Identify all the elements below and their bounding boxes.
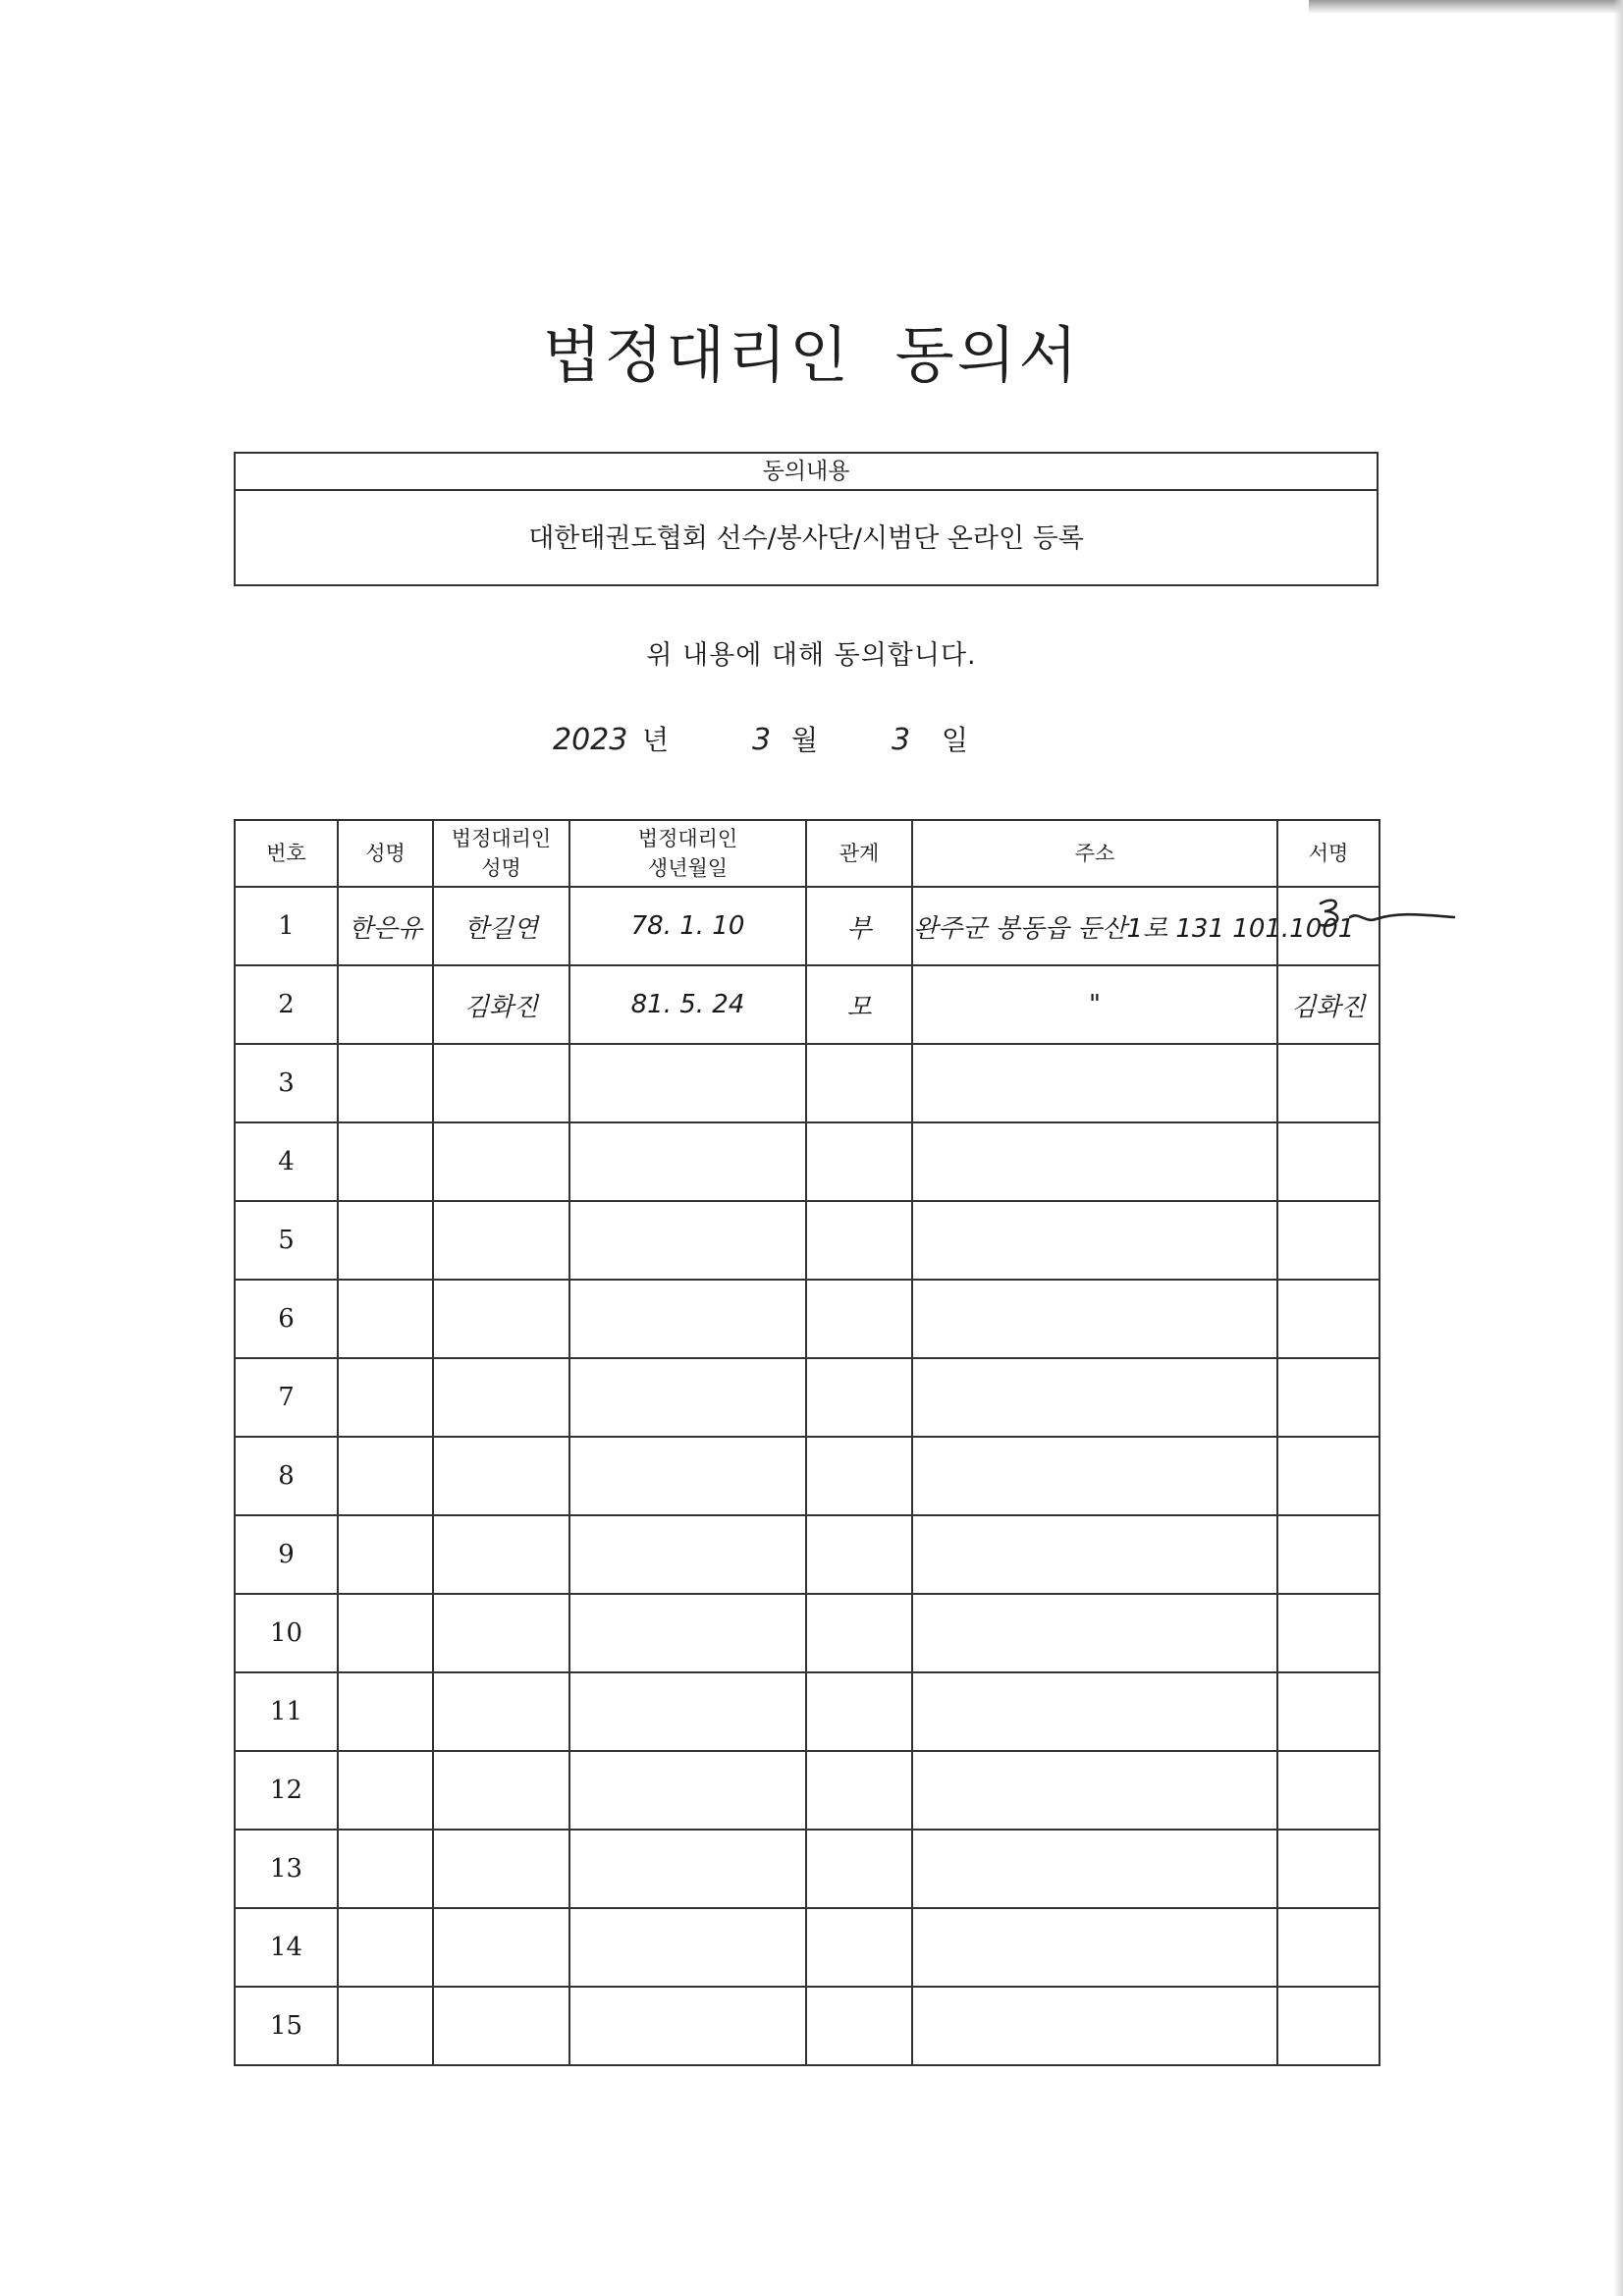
cell-name <box>338 1358 433 1437</box>
cell-signature <box>1277 1515 1380 1594</box>
cell-address <box>912 1122 1277 1201</box>
cell-name <box>338 1437 433 1515</box>
cell-name <box>338 1908 433 1987</box>
cell-number: 4 <box>235 1122 338 1201</box>
table-row <box>235 1437 1380 1515</box>
cell-number: 9 <box>235 1515 338 1594</box>
cell-signature <box>1277 1908 1380 1987</box>
cell-guardian-name <box>433 1830 569 1908</box>
cell-address <box>912 1672 1277 1751</box>
cell-guardian-birth <box>569 1201 806 1280</box>
cell-relation <box>806 1908 912 1987</box>
cell-name <box>338 1515 433 1594</box>
date-day-value: 3 <box>892 723 911 757</box>
cell-number: 2 <box>235 965 338 1044</box>
cell-guardian-birth <box>569 1908 806 1987</box>
consent-header: 동의내용 <box>236 454 1377 491</box>
cell-guardian-name <box>433 1751 569 1830</box>
cell-guardian-birth <box>569 1515 806 1594</box>
cell-guardian-birth <box>569 1987 806 2065</box>
cell-name <box>338 1672 433 1751</box>
cell-name <box>338 1987 433 2065</box>
header-name: 성명 <box>338 820 433 887</box>
cell-address <box>912 1280 1277 1358</box>
table-row <box>235 1987 1380 2065</box>
cell-guardian-name <box>433 1358 569 1437</box>
cell-name <box>338 1122 433 1201</box>
cell-address <box>912 1044 1277 1122</box>
cell-relation <box>806 1437 912 1515</box>
date-year-value: 2023 <box>553 723 628 757</box>
cell-number: 7 <box>235 1358 338 1437</box>
cell-number: 15 <box>235 1987 338 2065</box>
cell-relation: 부 <box>806 887 912 965</box>
cell-guardian-birth <box>569 1122 806 1201</box>
cell-name <box>338 1201 433 1280</box>
table-row <box>235 1594 1380 1672</box>
header-number: 번호 <box>235 820 338 887</box>
cell-relation <box>806 1751 912 1830</box>
date-year-label: 년 <box>642 724 670 756</box>
cell-signature <box>1277 1830 1380 1908</box>
cell-signature <box>1277 1594 1380 1672</box>
cell-signature <box>1277 1044 1380 1122</box>
cell-guardian-birth <box>569 1044 806 1122</box>
header-guardian-name-line2: 성명 <box>481 856 521 880</box>
cell-relation <box>806 1672 912 1751</box>
cell-guardian-birth <box>569 1280 806 1358</box>
cell-guardian-name: 김화진 <box>433 965 569 1044</box>
cell-signature <box>1277 1358 1380 1437</box>
table-header-row <box>235 820 1380 887</box>
cell-name <box>338 1280 433 1358</box>
cell-guardian-name <box>433 1594 569 1672</box>
table-row <box>235 1908 1380 1987</box>
cell-signature: 김화진 <box>1277 965 1380 1044</box>
cell-relation <box>806 1358 912 1437</box>
cell-address: " <box>912 965 1277 1044</box>
cell-name <box>338 1830 433 1908</box>
cell-guardian-name <box>433 1515 569 1594</box>
header-signature: 서명 <box>1277 820 1380 887</box>
cell-address: 완주군 봉동읍 둔산1로 131 101.1001 <box>912 887 1277 965</box>
cell-name: 한은유 <box>338 887 433 965</box>
date-day-label: 일 <box>942 724 969 756</box>
header-guardian-birth-line2: 생년월일 <box>647 856 729 880</box>
table-row <box>235 1830 1380 1908</box>
cell-guardian-name <box>433 1987 569 2065</box>
cell-name <box>338 1044 433 1122</box>
table-row <box>235 1751 1380 1830</box>
cell-address <box>912 1201 1277 1280</box>
consent-content: 대한태권도협회 선수/봉사단/시범단 온라인 등록 <box>528 523 1084 554</box>
cell-guardian-name <box>433 1437 569 1515</box>
cell-signature <box>1277 1122 1380 1201</box>
header-address: 주소 <box>912 820 1277 887</box>
agreement-statement: 위 내용에 대해 동의합니다. <box>646 640 977 671</box>
cell-number: 11 <box>235 1672 338 1751</box>
cell-name <box>338 1751 433 1830</box>
cell-guardian-birth <box>569 1358 806 1437</box>
cell-number: 3 <box>235 1044 338 1122</box>
header-relation: 관계 <box>806 820 912 887</box>
table-row <box>235 1122 1380 1201</box>
cell-address <box>912 1751 1277 1830</box>
table-row <box>235 965 1380 1044</box>
cell-address <box>912 1594 1277 1672</box>
cell-guardian-name <box>433 1122 569 1201</box>
header-guardian-birth <box>569 820 806 887</box>
table-row <box>235 1201 1380 1280</box>
cell-guardian-birth: 81. 5. 24 <box>569 965 806 1044</box>
cell-guardian-name <box>433 1280 569 1358</box>
cell-relation <box>806 1280 912 1358</box>
cell-relation <box>806 1122 912 1201</box>
cell-number: 5 <box>235 1201 338 1280</box>
cell-number: 13 <box>235 1830 338 1908</box>
cell-guardian-birth <box>569 1437 806 1515</box>
header-guardian-name-line1: 법정대리인 <box>451 827 552 850</box>
cell-guardian-name: 한길연 <box>433 887 569 965</box>
cell-number: 1 <box>235 887 338 965</box>
table-row <box>235 887 1380 965</box>
table-row <box>235 1515 1380 1594</box>
cell-address <box>912 1358 1277 1437</box>
handwritten-signature-row1 <box>1311 890 1458 935</box>
cell-signature <box>1277 1280 1380 1358</box>
cell-signature <box>1277 1987 1380 2065</box>
cell-number: 14 <box>235 1908 338 1987</box>
registration-table <box>234 819 1380 2066</box>
cell-name <box>338 965 433 1044</box>
cell-number: 12 <box>235 1751 338 1830</box>
header-guardian-birth-line1: 법정대리인 <box>637 827 738 850</box>
cell-address <box>912 1908 1277 1987</box>
cell-relation <box>806 1515 912 1594</box>
cell-guardian-name <box>433 1908 569 1987</box>
cell-guardian-birth <box>569 1751 806 1830</box>
cell-guardian-birth <box>569 1672 806 1751</box>
cell-number: 6 <box>235 1280 338 1358</box>
table-row <box>235 1672 1380 1751</box>
cell-address <box>912 1987 1277 2065</box>
cell-relation <box>806 1044 912 1122</box>
cell-address <box>912 1830 1277 1908</box>
scan-edge-shadow <box>1309 0 1623 14</box>
cell-guardian-birth <box>569 1594 806 1672</box>
cell-guardian-name <box>433 1201 569 1280</box>
document-title: 법정대리인 동의서 <box>542 319 1081 391</box>
cell-signature <box>1277 1751 1380 1830</box>
header-guardian-name <box>433 820 569 887</box>
cell-signature <box>1277 1672 1380 1751</box>
table-row <box>235 1358 1380 1437</box>
cell-relation <box>806 1987 912 2065</box>
cell-name <box>338 1594 433 1672</box>
cell-number: 8 <box>235 1437 338 1515</box>
cell-signature <box>1277 1437 1380 1515</box>
cell-guardian-name <box>433 1672 569 1751</box>
cell-signature <box>1277 1201 1380 1280</box>
table-row <box>235 1044 1380 1122</box>
cell-address <box>912 1437 1277 1515</box>
cell-relation <box>806 1830 912 1908</box>
cell-address <box>912 1515 1277 1594</box>
cell-relation: 모 <box>806 965 912 1044</box>
cell-guardian-name <box>433 1044 569 1122</box>
cell-guardian-birth: 78. 1. 10 <box>569 887 806 965</box>
cell-relation <box>806 1201 912 1280</box>
table-row <box>235 1280 1380 1358</box>
date-month-value: 3 <box>752 723 772 757</box>
cell-relation <box>806 1594 912 1672</box>
cell-guardian-birth <box>569 1830 806 1908</box>
consent-box <box>234 452 1379 586</box>
cell-number: 10 <box>235 1594 338 1672</box>
date-month-label: 월 <box>791 724 819 756</box>
